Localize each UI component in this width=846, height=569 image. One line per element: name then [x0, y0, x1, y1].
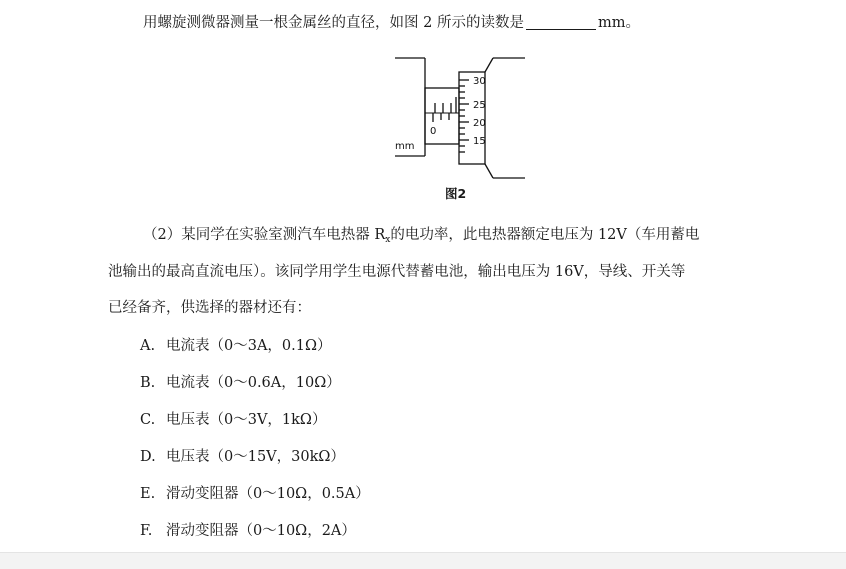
- option-text: 电流表（0～0.6A，10Ω）: [166, 375, 341, 391]
- option-d: [140, 448, 345, 466]
- option-letter: A.: [140, 338, 156, 354]
- question-2-line-3: 已经备齐，供选择的器材还有：: [108, 300, 311, 316]
- question-1-unit: mm。: [597, 15, 640, 31]
- figure-caption: 图2: [445, 186, 467, 201]
- option-a: [140, 337, 332, 355]
- option-text: 电压表（0～15V，30kΩ）: [166, 449, 345, 465]
- thimble-label-30: 30: [473, 76, 486, 87]
- zero-label: 0: [430, 126, 437, 137]
- option-letter: E.: [140, 486, 156, 502]
- option-f: [140, 522, 356, 540]
- option-text: 电压表（0～3V，1kΩ）: [166, 412, 327, 428]
- micrometer-figure: [385, 50, 535, 180]
- option-text: 电流表（0～3A，0.1Ω）: [166, 338, 332, 354]
- question-1-prompt: 用螺旋测微器测量一根金属丝的直径，如图 2 所示的读数是: [143, 15, 524, 31]
- question-2-line-1: [143, 226, 699, 249]
- option-letter: B.: [140, 375, 156, 391]
- option-letter: C.: [140, 412, 156, 428]
- option-b: [140, 374, 341, 392]
- thimble-label-25: 25: [473, 100, 486, 111]
- question-1-text: [143, 14, 640, 32]
- subscript-x: x: [385, 235, 391, 245]
- option-letter: D.: [140, 449, 156, 465]
- option-text: 滑动变阻器（0～10Ω，2A）: [166, 523, 356, 539]
- question-2-line-2: 池输出的最高直流电压）。该同学用学生电源代替蓄电池，输出电压为 16V，导线、开关等: [108, 264, 686, 280]
- option-c: [140, 411, 326, 429]
- thimble-label-15: 15: [473, 136, 486, 147]
- option-letter: F.: [140, 523, 153, 539]
- unit-label: mm: [395, 141, 415, 152]
- answer-blank[interactable]: [526, 15, 596, 30]
- question-2-text-a: （2）某同学在实验室测汽车电热器 R: [143, 227, 386, 243]
- question-2-text-b: 的电功率，此电热器额定电压为 12V（车用蓄电: [390, 227, 700, 243]
- thimble-label-20: 20: [473, 118, 486, 129]
- option-text: 滑动变阻器（0～10Ω，0.5A）: [166, 486, 370, 502]
- page-bottom-strip: [0, 552, 846, 569]
- option-e: [140, 485, 370, 503]
